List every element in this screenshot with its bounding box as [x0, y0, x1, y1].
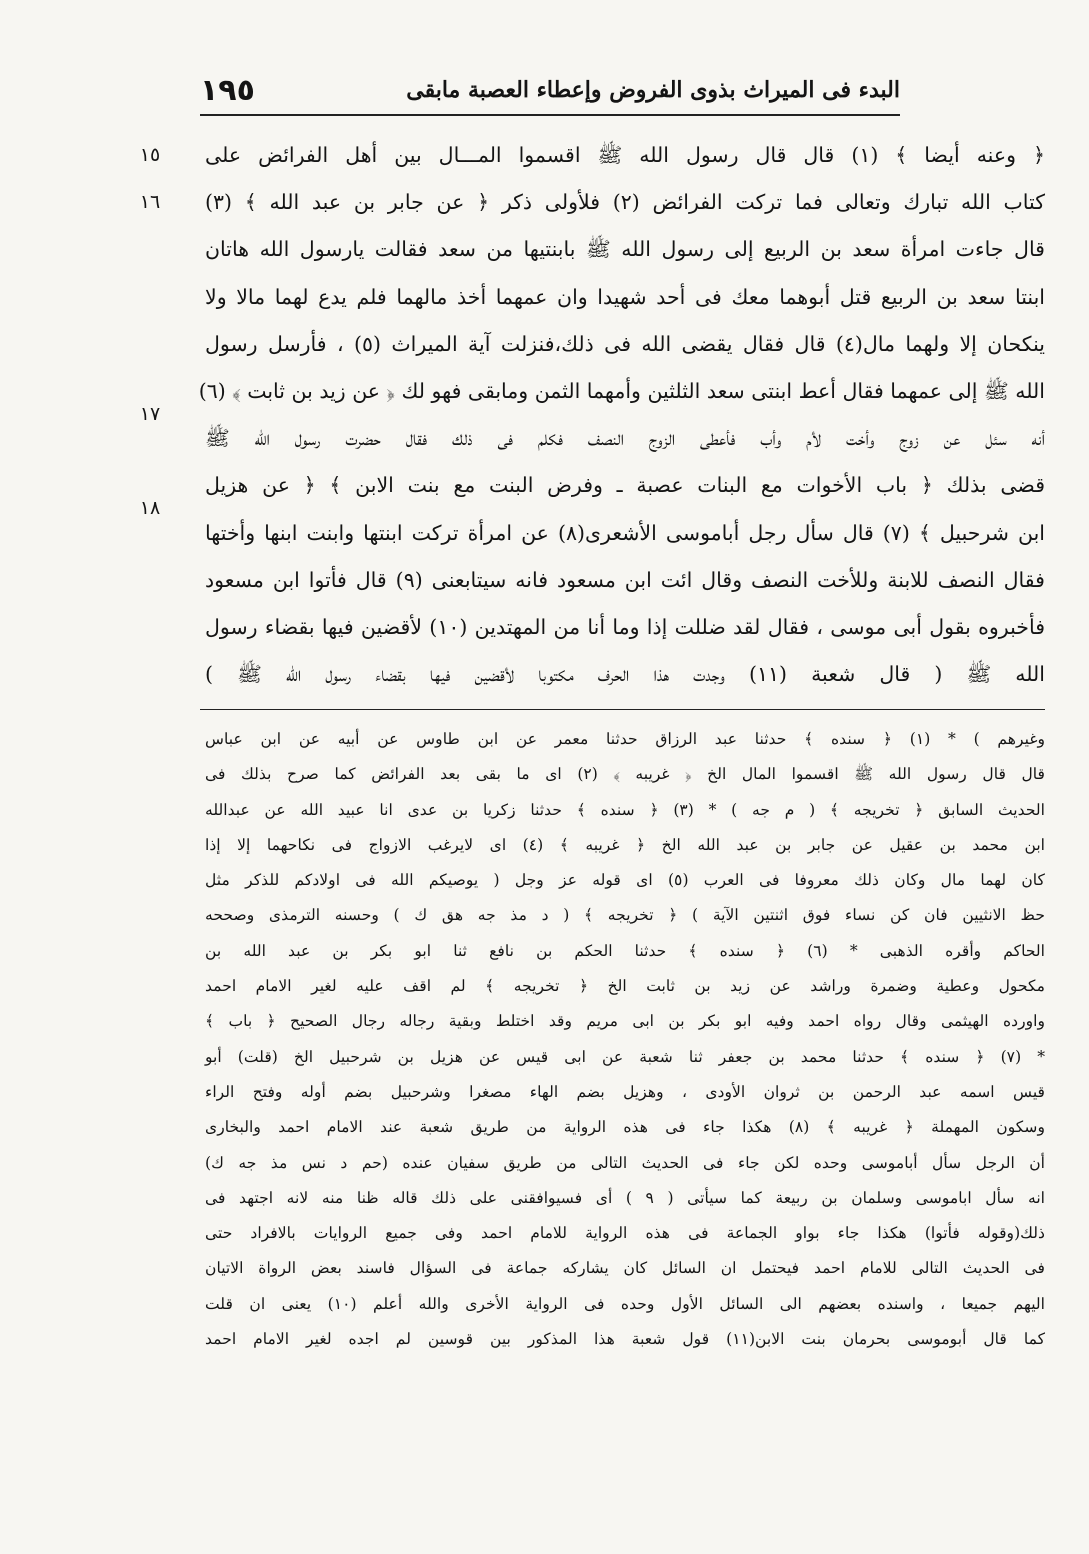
- main-text-line: قضى بذلك ﴿ باب الأخوات مع البنات عصبة ـ وفرض البنت مع بنت الابن ﴾ ﴿ عن هزيل: [205, 473, 1045, 498]
- footnote-line: الحاكم وأقره الذهبى * (٦) ﴿ سنده ﴾ حدثنا الحكم بن نافع ثنا ابو بكر بن عبد الله بن: [205, 941, 1045, 960]
- footnote-line: اليهم جميعا ، واسنده بعضهم الى السائل الأول وحده فى الرواية الأخرى والله أعلم (١٠) يعنى ان قلت: [205, 1294, 1045, 1313]
- footnotes: [205, 722, 1045, 1357]
- main-text-line: قال جاءت امرأة سعد بن الربيع إلى رسول الله ﷺ بابنتيها من سعد فقالت يارسول الله هاتان: [205, 237, 1045, 262]
- main-text-line: ابنتا سعد بن الربيع قتل أبوهما معك فى أحد شهيدا وان عمهما أخذ مالهما فلم يدع لهما مالا ولا: [205, 284, 1045, 309]
- footnote-line: حظ الانثيين فان كن نساء فوق اثنتين الآية ) ﴿ تخريجه ﴾ ( د مذ جه هق ك ) وحسنه الترمذى وصححه: [205, 906, 1045, 925]
- running-title: البدء فى الميراث بذوى الفروض وإعطاء العصبة مابقى: [406, 77, 900, 103]
- page-number: ١٩٥: [200, 72, 255, 108]
- footnote-line: أن الرجل سأل أباموسى وحده لكن جاء فى الحديث التالى من طريق سفيان عنده (حم د نس مذ جه ك): [205, 1153, 1045, 1172]
- main-text-line: ﴿ وعنه أيضا ﴾ (١) قال قال رسول الله ﷺ اقسموا المـــال بين أهل الفرائض على: [205, 143, 1045, 167]
- main-text-line: فأخبروه بقول أبى موسى ، فقال لقد ضللت إذا وما أنا من المهتدين (١٠) لأقضين فيها بقضاء رسول: [205, 614, 1045, 639]
- main-text: [198, 132, 1045, 698]
- main-text-line: فقال النصف للابنة وللأخت النصف وقال ائت ابن مسعود فانه سيتابعنى (٩) قال فأتوا ابن مسعود: [205, 567, 1045, 592]
- main-text-line: الله ﷺ ( قال شعبة (١١) وجدت هذا الحرف مكتوبا لأقضين فيها بقضاء رسول الله ﷺ ): [205, 662, 1045, 687]
- footnote-line: فى الحديث التالى للامام احمد فيحتمل ان السائل كان يشاركه جماعة فى السؤال فاسند بعض الرواة الاتيان: [205, 1259, 1045, 1278]
- main-text-line: ينكحان إلا ولهما مال(٤) قال فقال يقضى الله فى ذلك،فنزلت آية الميراث (٥) ، فأرسل رسول: [205, 331, 1045, 356]
- running-header: [200, 68, 900, 112]
- footnote-line: الحديث السابق ﴿ تخريجه ﴾ ( م جه ) * (٣) ﴿ سنده ﴾ حدثنا زكريا بن عدى انا عبيد الله عن عبدالله: [205, 800, 1045, 819]
- main-text-line: الله ﷺ إلى عمهما فقال أعط ابنتى سعد الثلثين وأمهما الثمن ومابقى فهو لك ﴿ عن زيد بن ثابت ﴾ (٦): [198, 378, 1045, 403]
- footnote-line: وسكون المهملة ﴿ غريبه ﴾ (٨) هكذا جاء فى هذه الرواية من طريق شعبة عند الامام احمد والبخارى: [205, 1118, 1045, 1137]
- margin-number: ١٦: [139, 191, 161, 213]
- main-text-line: ابن شرحبيل ﴾ (٧) قال سأل رجل أباموسى الأشعرى(٨) عن امرأة تركت ابنتها وابنت ابنها وأختها: [205, 520, 1045, 545]
- main-text-line: كتاب الله تبارك وتعالى فما تركت الفرائض (٢) فلأولى ذكر ﴿ عن جابر بن عبد الله ﴾ (٣): [205, 190, 1045, 215]
- margin-number: ١٥: [139, 144, 161, 166]
- footnote-line: ابن محمد بن عقيل عن جابر بن عبد الله الخ ﴿ غريبه ﴾ (٤) اى لايرغب الازواج فى نكاحهما إلا إذا: [205, 835, 1045, 854]
- main-text-line: أنه سئل عن زوج وأخت لأم وأب فأعطى الزوج النصف فكلم فى ذلك فقال حضرت رسول الله ﷺ: [205, 426, 1045, 451]
- footnote-line: * (٧) ﴿ سنده ﴾ حدثنا محمد بن جعفر ثنا شعبة عن ابى قيس عن هزيل بن شرحبيل الخ (قلت) أبو: [205, 1047, 1045, 1066]
- footnote-line: وغيرهم ) * (١) ﴿ سنده ﴾ حدثنا عبد الرزاق حدثنا معمر عن ابن طاوس عن أبيه عن ابن عباس: [205, 730, 1046, 748]
- footnote-separator: [200, 709, 1045, 710]
- footnote-line: مكحول وعطية وضمرة وراشد عن زيد بن ثابت الخ ﴿ تخريجه ﴾ لم اقف عليه لغير الامام احمد: [205, 977, 1045, 996]
- footnote-line: كان لهما مال وكان ذلك معروفا فى العرب (٥) اى قوله عز وجل ( يوصيكم الله فى اولادكم للذكر مثل: [205, 871, 1045, 890]
- footnote-line: واورده الهيثمى وقال رواه احمد وفيه ابو بكر بن ابى مريم وقد اختلط وبقية رجاله رجال الصحيح ﴿ باب ﴾: [205, 1012, 1045, 1031]
- margin-number: ١٧: [139, 403, 161, 425]
- footnote-line: ذلك(وقوله فأتوا) هكذا جاء بواو الجماعة فى هذه الرواية للامام احمد وفى جميع الروايات بالافراد حتى: [205, 1224, 1045, 1243]
- footnote-line: قيس اسمه عبد الرحمن بن ثروان الأودى ، وهزيل بضم الهاء مصغرا وشرحبيل بضم أوله وفتح الراء: [205, 1082, 1045, 1101]
- margin-number: ١٨: [139, 497, 161, 519]
- header-rule: [200, 114, 900, 116]
- footnote-line: انه سأل اباموسى وسلمان بن ربيعة كما سيأتى ( ٩ ) أى فسيوافقنى على ذلك قاله ظنا منه لانه اجتهد فى: [205, 1188, 1046, 1207]
- footnote-line: قال قال رسول الله ﷺ اقسموا المال الخ ﴿ غريبه ﴾ (٢) اى ما بقى بعد الفرائض كما صرح بذلك فى: [205, 765, 1045, 784]
- footnote-line: كما قال أبوموسى بحرمان بنت الابن(١١) قول شعبة هذا المذكور بين قوسين لم اجده لغير الامام احمد: [205, 1330, 1046, 1349]
